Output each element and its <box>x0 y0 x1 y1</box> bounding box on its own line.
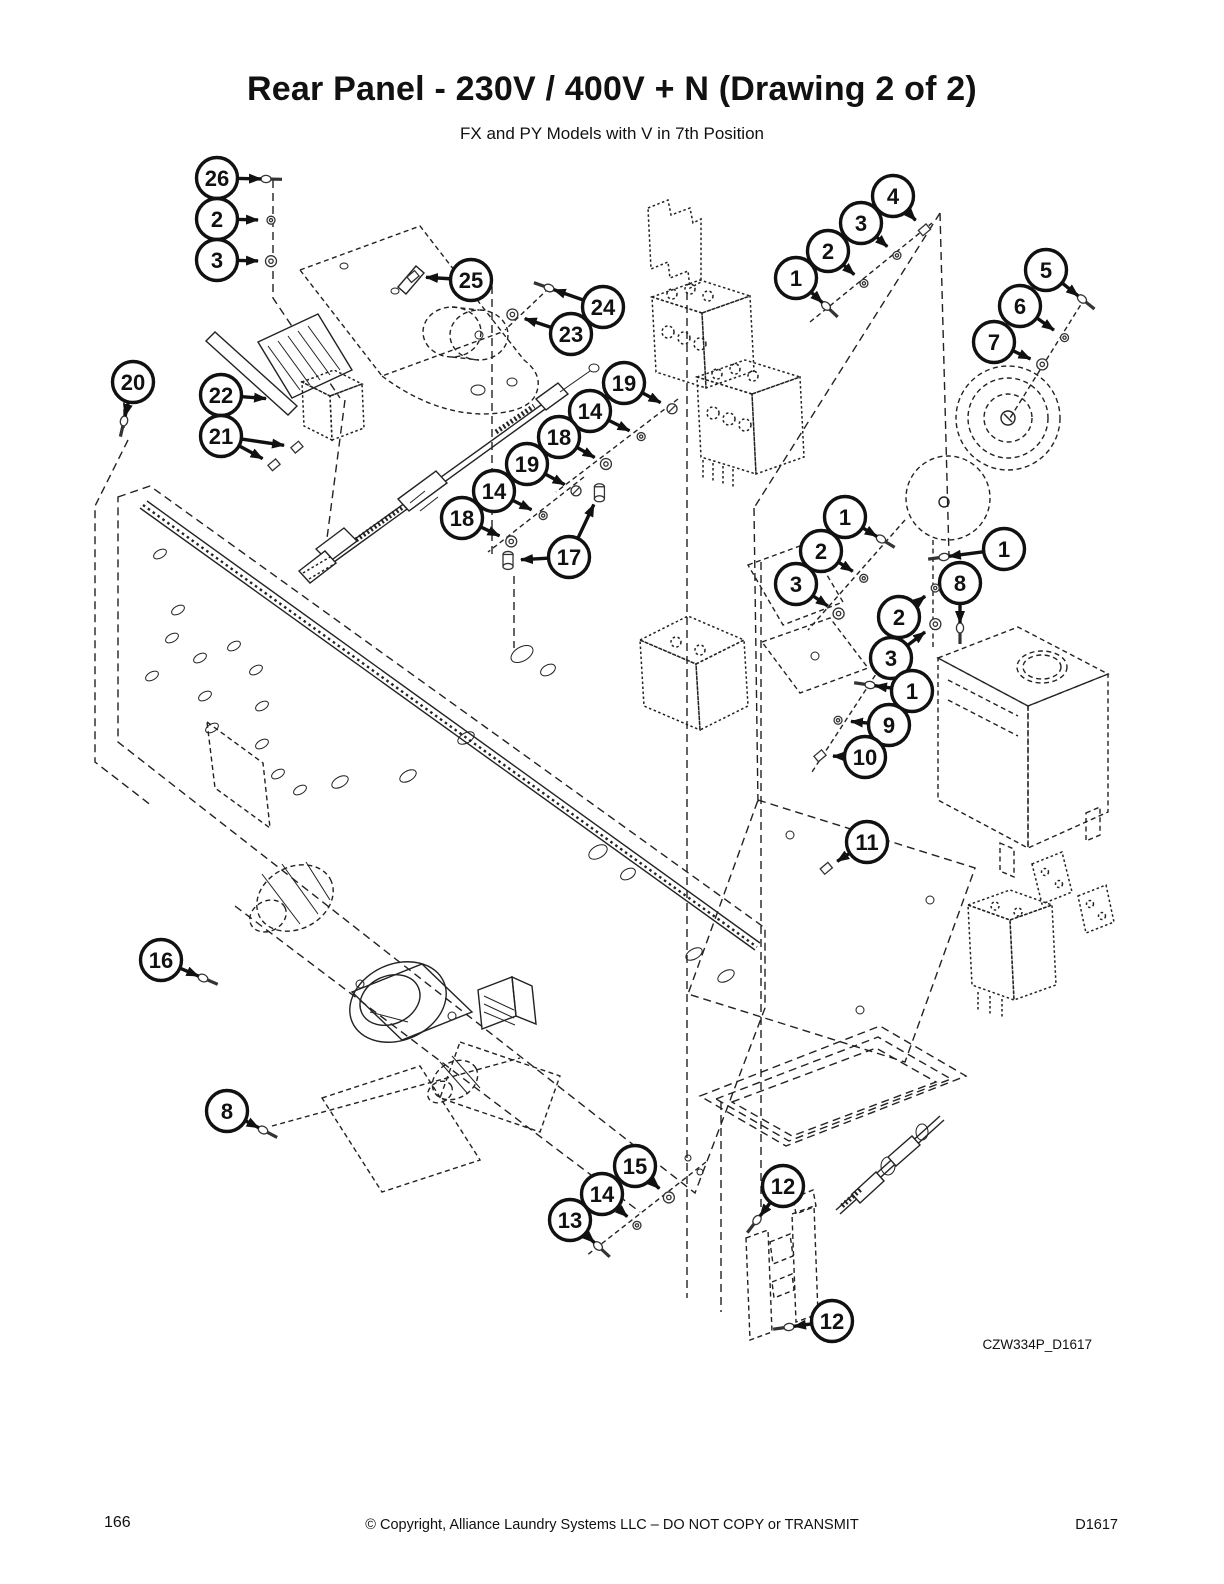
callout-16 <box>141 940 218 985</box>
washer-glyph <box>931 584 939 592</box>
callout-23 <box>507 309 592 355</box>
callout-number: 7 <box>987 330 1001 355</box>
callout-8 <box>940 563 981 645</box>
threaded-rod <box>836 1116 944 1214</box>
terminal-bottom <box>594 496 604 502</box>
callout-number: 21 <box>208 424 234 449</box>
callout-arrow <box>242 397 266 399</box>
page-title: Rear Panel - 230V / 400V + N (Drawing 2 of 2) <box>247 70 977 108</box>
panel-cutouts <box>207 722 560 1132</box>
washer-glyph <box>507 309 518 320</box>
screw-head <box>784 1323 795 1332</box>
callout-number: 5 <box>1039 258 1053 283</box>
screw-head <box>956 623 963 633</box>
washer-glyph <box>663 1192 674 1203</box>
washer-glyph <box>267 216 275 224</box>
callout-20 <box>113 362 154 437</box>
washer-glyph <box>265 256 276 267</box>
junction-box <box>640 616 748 730</box>
washer-glyph <box>637 433 645 441</box>
callout-arrow <box>875 686 891 688</box>
callout-number: 12 <box>819 1309 845 1334</box>
rear-panel <box>118 486 765 1193</box>
callout-arrow <box>837 853 849 861</box>
screw-head <box>119 415 128 426</box>
callout-25 <box>407 260 492 301</box>
callout-layer <box>113 158 1095 1342</box>
callout-number: 24 <box>590 295 616 320</box>
callout-arrow <box>426 277 450 278</box>
washer-glyph <box>539 512 547 520</box>
callout-number: 10 <box>852 745 878 770</box>
washer-glyph <box>860 574 868 582</box>
motor-drum <box>423 307 508 360</box>
callout-arrow <box>811 292 822 302</box>
callout-arrow <box>813 596 828 606</box>
callout-arrow <box>618 1208 628 1217</box>
callout-arrow <box>239 446 262 459</box>
callout-number: 14 <box>589 1182 615 1207</box>
support-panel <box>688 800 975 1062</box>
washer-glyph <box>600 458 611 469</box>
callout-19 <box>604 363 678 414</box>
callout-arrow <box>949 552 983 557</box>
callout-number: 3 <box>210 248 224 273</box>
washer-glyph <box>1037 359 1048 370</box>
screw-head <box>865 681 876 690</box>
callout-arrow <box>1062 283 1078 296</box>
cable-gland-hex <box>244 852 345 944</box>
fold-lines <box>273 180 761 1312</box>
callout-1 <box>928 529 1024 570</box>
cutout-plate <box>322 1066 480 1192</box>
callout-21 <box>201 416 303 471</box>
callout-arrow <box>650 1180 659 1188</box>
footer-page-number: 166 <box>104 1514 131 1531</box>
callout-number: 11 <box>855 830 879 855</box>
callout-number: 17 <box>556 545 582 570</box>
callout-number: 14 <box>481 479 507 504</box>
callout-number: 26 <box>204 166 230 191</box>
circuit-breaker <box>968 890 1056 1017</box>
exploded-view-art <box>95 180 1114 1340</box>
callout-number: 9 <box>882 713 896 738</box>
callout-number: 8 <box>220 1099 234 1124</box>
callout-12 <box>747 1166 803 1233</box>
callout-number: 2 <box>814 539 828 564</box>
callout-8 <box>207 1091 278 1138</box>
callout-number: 20 <box>120 370 146 395</box>
washer-glyph <box>1061 334 1069 342</box>
clip-glyph <box>814 750 826 762</box>
callout-3 <box>776 564 845 620</box>
callout-arrow <box>863 528 877 536</box>
callout-number: 19 <box>514 452 540 477</box>
callout-number: 25 <box>458 268 484 293</box>
callout-number: 1 <box>789 266 803 291</box>
callout-2 <box>879 584 940 637</box>
callout-number: 2 <box>210 207 224 232</box>
callout-number: 8 <box>953 571 967 596</box>
callout-11 <box>820 822 887 875</box>
callout-number: 19 <box>611 371 637 396</box>
callout-number: 4 <box>886 184 900 209</box>
footer-doc-code: D1617 <box>1075 1517 1118 1533</box>
washer-glyph <box>833 608 844 619</box>
washer-glyph <box>633 1221 641 1229</box>
callout-arrow <box>585 1234 594 1242</box>
callout-number: 3 <box>854 211 868 236</box>
rocker-switch <box>478 977 536 1029</box>
callout-arrow <box>844 265 855 275</box>
callout-arrow <box>915 596 925 604</box>
callout-number: 1 <box>997 537 1011 562</box>
lock-bracket <box>746 1190 818 1340</box>
callout-number: 23 <box>558 322 584 347</box>
callout-number: 16 <box>148 948 174 973</box>
callout-arrow <box>545 474 564 485</box>
washer-glyph <box>506 536 517 547</box>
callout-arrow <box>851 721 868 723</box>
callout-number: 22 <box>208 383 234 408</box>
fan-wheel <box>956 366 1060 470</box>
callout-arrow <box>1037 318 1054 330</box>
clip-glyph <box>291 441 303 453</box>
footer-copyright: © Copyright, Alliance Laundry Systems LLC – DO NOT COPY or TRANSMIT <box>365 1517 859 1533</box>
supply-box <box>938 627 1108 877</box>
callout-arrow <box>877 237 888 247</box>
callout-10 <box>814 737 886 778</box>
washer-glyph <box>834 716 842 724</box>
washer-glyph <box>893 251 901 259</box>
washer-glyph <box>860 279 868 287</box>
callout-number: 6 <box>1013 294 1027 319</box>
callout-arrow <box>180 968 198 976</box>
callout-arrow <box>578 505 594 539</box>
callout-7 <box>974 322 1048 370</box>
callout-arrow <box>521 558 548 560</box>
diagram-id-label: CZW334P_D1617 <box>982 1337 1092 1352</box>
callout-arrow <box>839 562 853 571</box>
cable-gland-small <box>424 1052 485 1107</box>
callout-3 <box>197 240 277 281</box>
washer-glyph <box>930 619 941 630</box>
clip-glyph <box>820 862 832 874</box>
callout-arrow <box>481 527 500 536</box>
callout-arrow <box>242 439 284 445</box>
callout-number: 12 <box>770 1174 796 1199</box>
callout-arrow <box>609 420 630 430</box>
contactor-upper <box>652 280 754 388</box>
callout-arrow <box>907 211 915 220</box>
callout-arrow <box>125 402 128 416</box>
callout-arrow <box>525 319 551 328</box>
callout-arrow <box>554 290 583 300</box>
callout-number: 3 <box>884 646 898 671</box>
screw-head <box>543 283 555 293</box>
callout-arrow <box>577 447 594 457</box>
callout-number: 18 <box>546 425 572 450</box>
screw-head <box>261 175 271 182</box>
clip-glyph <box>268 459 280 471</box>
clip-glyph <box>918 224 930 236</box>
breaker-covers <box>1032 852 1114 933</box>
contactor-lower <box>697 360 804 487</box>
contactor-bracket <box>648 200 701 288</box>
callout-arrow <box>643 393 661 403</box>
screw-head <box>197 973 209 984</box>
callout-number: 1 <box>905 679 919 704</box>
callout-arrow <box>794 1324 811 1326</box>
callout-number: 15 <box>622 1154 648 1179</box>
callout-12 <box>773 1301 852 1342</box>
callout-number: 2 <box>892 605 906 630</box>
callout-number: 14 <box>577 399 603 424</box>
callout-arrow <box>1013 351 1030 359</box>
callout-arrow <box>246 1121 259 1128</box>
callout-arrow <box>513 500 532 509</box>
terminal-bottom <box>503 563 513 569</box>
callout-2 <box>197 199 275 240</box>
callout-number: 1 <box>838 505 852 530</box>
callout-number: 2 <box>821 239 835 264</box>
fastener-axes <box>235 223 1085 1256</box>
callout-17 <box>503 484 604 578</box>
page-subtitle: FX and PY Models with V in 7th Position <box>460 124 764 143</box>
screw-head <box>939 553 950 561</box>
callout-number: 3 <box>789 572 803 597</box>
callout-number: 13 <box>557 1208 583 1233</box>
callout-number: 18 <box>449 506 475 531</box>
callout-26 <box>197 158 282 199</box>
